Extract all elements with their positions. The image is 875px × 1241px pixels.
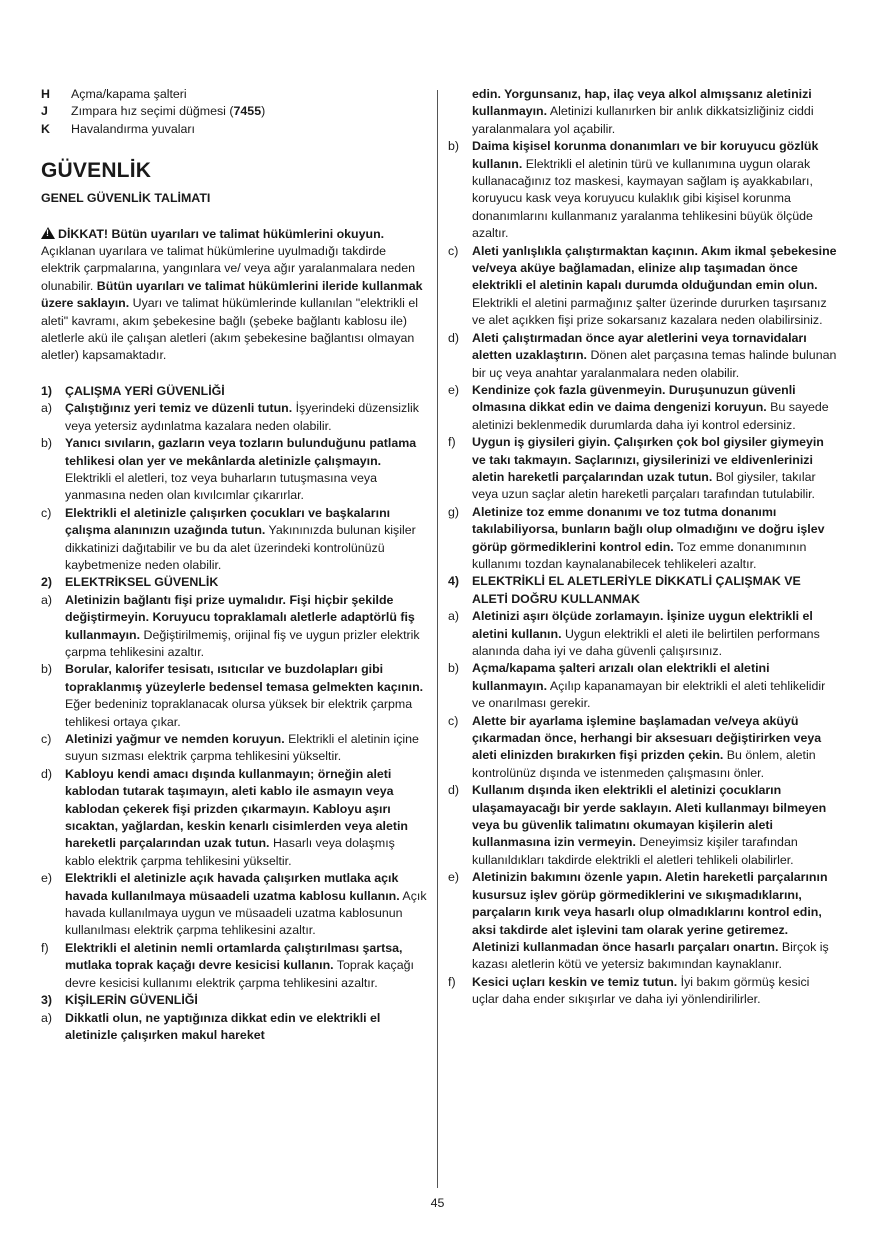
item-bold: Aletinizi yağmur ve nemden koruyun. <box>65 732 285 746</box>
item-marker: f) <box>448 435 456 450</box>
section-heading <box>41 383 427 400</box>
legend-row <box>41 103 427 120</box>
item-text: Açılıp kapanamayan bir elektrikli el aleti tehlikelidir ve onarılması gerekir. <box>472 678 826 711</box>
legend-row <box>41 121 427 138</box>
item-bold: Yanıcı sıvıların, gazların veya tozların bulunduğunu patlama tehlikesi olan yer ve mekânlarda aletinizle çalışmayın. <box>65 436 417 468</box>
section-subtitle: GENEL GÜVENLİK TALİMATI <box>41 191 211 206</box>
item-text: İşyerindeki düzensizlik veya yetersiz aydınlatma kazalara neden olabilir. <box>65 401 419 433</box>
item-marker: d) <box>448 783 460 798</box>
section-heading <box>41 574 427 591</box>
right-column <box>448 86 838 1009</box>
column-divider <box>437 90 438 1188</box>
left-sections <box>41 383 427 1044</box>
warning-text-1: Açıklanan uyarılara ve talimat hükümlerine uyulmadığı takdirde elektrik çarpmalarına, yangınlara ve/ veya ağır yaralanmalara neden olunabilir. <box>41 244 415 293</box>
list-item <box>448 504 838 574</box>
item-bold: edin. Yorgunsanız, hap, ilaç veya alkol almışsanız aletinizi kullanmayın. <box>472 87 812 119</box>
section-heading-text: ÇALIŞMA YERİ GÜVENLİĞİ <box>65 383 225 398</box>
item-bold: Elektrikli el aletinizle çalışırken çocukları ve başkalarını çalışma alanınızın uzağında tutun. <box>65 505 391 538</box>
item-text: Yakınınızda bulunan kişiler dikkatinizi dağıtabilir ve bu da alet üzerindeki kontrolünüzü kaybetmenize neden olabilir. <box>65 523 416 572</box>
item-bold: Elektrikli el aletinin nemli ortamlarda çalıştırılması şartsa, mutlaka toprak kaçağı devre kesicisi kullanın. <box>65 940 403 973</box>
item-bold: Aleti çalıştırmadan önce ayar aletlerini veya tornavidaları aletten uzaklaştırın. <box>472 330 807 363</box>
section-number: 4) <box>448 574 460 589</box>
item-bold: Alette bir ayarlama işlemine başlamadan ve/veya aküyü çıkarmadan önce, herhangi bir aksesuarı değiştirirken veya aleti elinizden bırakırken fişi prizden çekin. <box>472 713 822 763</box>
section-heading-text: ELEKTRİKLİ EL ALETLERİYLE DİKKATLİ ÇALIŞMAK VE ALETİ DOĞRU KULLANMAK <box>472 574 801 606</box>
item-bold: Açma/kapama şalteri arızalı olan elektrikli el aletini kullanmayın. <box>472 661 770 693</box>
list-item <box>448 243 838 330</box>
item-marker: c) <box>448 243 459 258</box>
legend-row <box>41 86 427 103</box>
list-item <box>41 766 427 870</box>
section-number: 3) <box>41 993 53 1008</box>
item-marker: b) <box>448 139 460 154</box>
item-marker: d) <box>448 330 460 345</box>
item-bold: Kullanım dışında iken elektrikli el aletinizi çocukların ulaşamayacağı bir yerde saklayın. Aleti kullanmayı bilmeyen veya bu güvenlik talimatını okumayan kişilerin aleti kullanmasına izin vermeyin. <box>472 783 827 850</box>
item-bold: Kesici uçları keskin ve temiz tutun. <box>472 974 678 989</box>
item-marker: f) <box>448 974 456 989</box>
item-text: Dönen alet parçasına temas halinde bulunan bir uç veya anahtar yaralanmalara neden olabilir. <box>472 348 837 380</box>
item-marker: f) <box>41 940 49 955</box>
item-marker: a) <box>41 1010 53 1025</box>
item-text: Birçok iş kazası aletlerin kötü ve yetersiz bakımından kaynaklanır. <box>472 939 829 972</box>
legend-text: Açma/kapama şalteri <box>71 87 187 101</box>
item-marker: c) <box>41 505 52 520</box>
item-bold: Borular, kalorifer tesisatı, ısıtıcılar ve buzdolapları gibi topraklanmış yüzeylerle bedensel temasa gelmekten kaçının. <box>65 662 424 694</box>
item-bold: Aletinizin bağlantı fişi prize uymalıdır. Fişi hiçbir şekilde değiştirmeyin. Koruyucu topraklamalı aletlerle adaptörlü fiş kullanmayın. <box>65 592 415 642</box>
item-text: Hasarlı veya dolaşmış kablo elektrik çarpma tehlikesini yükseltir. <box>65 836 395 868</box>
item-text: Eğer bedeniniz topraklanacak olursa yüksek bir elektrik çarpma tehlikesi ortaya çıkar. <box>65 697 413 729</box>
section-number: 1) <box>41 383 53 398</box>
page-number: 45 <box>430 1196 445 1210</box>
warning-paragraph <box>41 226 427 365</box>
warning-text-2: Uyarı ve talimat hükümlerinde kullanılan "elektrikli el aleti" kavramı, akım şebekesine bağlı (şebeke bağlantı kablosu ile) aletlerle akü ile çalışan aletleri (akım şebekesine bağlantısı olmayan aletler) kapsamaktadır. <box>41 296 418 363</box>
item-text: Değiştirilmemiş, orijinal fiş ve uygun prizler elektrik çarpma tehlikesini azaltır. <box>65 627 420 659</box>
section-heading-text: ELEKTRİKSEL GÜVENLİK <box>65 575 219 590</box>
section-heading-text: KİŞİLERİN GÜVENLİĞİ <box>65 993 198 1008</box>
item-bold: Aleti yanlışlıkla çalıştırmaktan kaçının. Akım ikmal şebekesine ve/veya aküye bağlamadan, elinize alıp taşımadan önce elektrikli el aletinin kapalı durumda olduğundan emin olun. <box>472 243 837 293</box>
item-text: Elektrikli el aletini parmağınız şalter üzerinde dururken taşırsanız ve alet açıkken fişi prize sokarsanız kazalara neden olabilirsiniz. <box>472 295 827 328</box>
list-item <box>448 782 838 869</box>
model-code: 7455 <box>233 104 262 119</box>
item-marker: a) <box>41 592 53 607</box>
item-marker: b) <box>41 662 53 677</box>
item-marker: b) <box>41 436 53 451</box>
list-item <box>448 330 838 382</box>
item-text: Bol giysiler, takılar veya uzun saçlar aletin hareketli parçaları tarafından tutulabilir. <box>472 469 816 502</box>
item-marker: a) <box>448 609 460 624</box>
item-text: Elektrikli el aletinin içine suyun sızması elektrik çarpma tehlikesini yükseltir. <box>65 732 419 764</box>
item-marker: b) <box>448 661 460 676</box>
right-items-section3 <box>448 138 838 573</box>
legend-key: J <box>41 104 48 119</box>
list-item <box>41 661 427 731</box>
legend-key: H <box>41 87 50 101</box>
item-bold: Uygun iş giysileri giyin. Çalışırken çok bol giysiler giymeyin ve takı takmayın. Saçlarınızı, giysilerinizi ve eldivenlerinizi aletin hareketli parçalarından uzak tutun. <box>472 435 824 484</box>
item-bold: Çalıştığınız yeri temiz ve düzenli tutun. <box>65 401 293 416</box>
item-bold: Aletinizin bakımını özenle yapın. Aletin hareketli parçalarının kusursuz işlev görüp görmediklerini ve sıkışmadıklarını, parçaların kırık veya hasarlı olup olmadıklarını kontrol edin, aksi takdirde alet işlevini tam olarak yerine getiremez. Aletinizi kullanmadan önce hasarlı parçaları onartın. <box>472 870 828 954</box>
list-item <box>41 400 427 435</box>
legend-text-end: ) <box>261 104 266 119</box>
list-item <box>448 138 838 242</box>
item-bold: Daima kişisel korunma donanımları ve bir koruyucu gözlük kullanın. <box>472 139 819 171</box>
list-item <box>41 870 427 940</box>
section-heading <box>41 992 427 1009</box>
item-marker: e) <box>448 870 460 885</box>
list-item <box>41 940 427 992</box>
item-marker: e) <box>448 382 460 397</box>
list-item <box>448 608 838 660</box>
item-text: İyi bakım görmüş kesici uçlar daha ender sıkışırlar ve daha iyi yönlendirilirler. <box>472 974 810 1007</box>
item-text: Elektrikli el aletleri, toz veya buharların tutuşmasına veya yanmasına neden olan kıvılcımlar çıkarırlar. <box>65 470 377 503</box>
legend-text: Zımpara hız seçimi düğmesi ( <box>71 104 234 119</box>
item-marker: g) <box>448 504 460 519</box>
section-title: GÜVENLİK <box>41 159 152 183</box>
list-item <box>448 974 838 1009</box>
item-text: Aletinizi kullanırken bir anlık dikkatsizliğiniz ciddi yaralanmalara yol açabilir. <box>472 104 814 136</box>
warning-triangle-icon <box>41 227 55 239</box>
list-item <box>41 592 427 662</box>
item-bold: Dikkatli olun, ne yaptığınıza dikkat edin ve elektrikli el aletinizle çalışırken makul hareket <box>65 1010 381 1042</box>
item-text: Açık havada kullanılmaya uygun ve müsaadeli uzatma kablosunun kullanılması elektrik çarpma tehlikesini azaltır. <box>65 888 427 938</box>
item-marker: d) <box>41 766 53 781</box>
item-text: Uygun elektrikli el aleti ile belirtilen performans alanında daha iyi ve daha güvenli çalışırsınız. <box>472 626 820 658</box>
item-text: Elektrikli el aletinin türü ve kullanımına uygun olarak kullanacağınız toz maskesi, kaymayan sağlam iş ayakkabıları, koruyucu kask veya koruyucu kulaklık gibi kişisel korunma donanımlarını kullanmanız yaralanma tehlikesini büyük ölçüde azaltır. <box>472 156 813 241</box>
list-item <box>448 713 838 783</box>
item-marker: c) <box>448 713 459 728</box>
item-bold: Kendinize çok fazla güvenmeyin. Duruşunuzun güvenli olmasına dikkat edin ve daima dengenizi koruyun. <box>472 382 796 415</box>
parts-legend <box>41 86 427 138</box>
item-bold: Kabloyu kendi amacı dışında kullanmayın; örneğin aleti kablodan tutarak taşımayın, aleti kablo ile asmayın veya kablodan çekerek fişi prizden çıkarmayın. Kabloyu aşırı sıcaktan, yağlardan, keskin kenarlı cisimlerden veya aletin hareketli parçalarından uzak tutun. <box>65 766 408 851</box>
list-item <box>448 660 838 712</box>
list-item <box>41 731 427 766</box>
legend-text: Havalandırma yuvaları <box>71 121 195 136</box>
item-marker: e) <box>41 871 53 886</box>
item-text: Bu sayede aletinizi beklenmedik durumlarda daha iyi kontrol edersiniz. <box>472 400 829 432</box>
item-marker: a) <box>41 401 53 416</box>
list-item <box>448 86 838 138</box>
warning-bold-2: Bütün uyarıları ve talimat hükümlerini ileride kullanmak üzere saklayın. <box>41 278 423 311</box>
item-text: Bu önlem, aletin kontrolünüz dışında ve istenmeden çalışmasını önler. <box>472 748 816 780</box>
item-bold: Elektrikli el aletinizle açık havada çalışırken mutlaka açık havada kullanılmaya müsaadeli uzatma kablosu kullanın. <box>65 871 400 903</box>
list-item <box>41 505 427 575</box>
section-number: 2) <box>41 575 53 590</box>
list-item <box>448 434 838 504</box>
right-items-section4 <box>448 608 838 1008</box>
list-item <box>448 869 838 973</box>
item-bold: Aletinizi aşırı ölçüde zorlamayın. İşinize uygun elektrikli el aletini kullanın. <box>472 609 813 641</box>
item-text: Toz emme donanımının kullanımı tozdan kaynalanabilecek tehlikeleri azaltır. <box>472 539 807 571</box>
item-marker: c) <box>41 732 52 746</box>
section-heading <box>448 573 838 608</box>
item-bold: Aletinize toz emme donanımı ve toz tutma donanımı takılabiliyorsa, bunların bağlı olup olmadığını ve doğru işlev görüp görmediklerini kontrol edin. <box>472 504 825 554</box>
warning-bold-1: DİKKAT! Bütün uyarıları ve talimat hükümlerini okuyun. <box>58 226 385 241</box>
list-item <box>41 435 427 505</box>
item-text: Deneyimsiz kişiler tarafından kullanıldıkları takdirde elektrikli el aletleri tehlikeli olabilirler. <box>472 835 798 867</box>
list-item <box>41 1010 427 1045</box>
list-item <box>448 382 838 434</box>
item-text: Toprak kaçağı devre kesicisi kullanımı elektrik çarpma tehlikesini azaltır. <box>65 958 414 990</box>
legend-key: K <box>41 121 50 136</box>
left-column <box>41 86 427 1044</box>
